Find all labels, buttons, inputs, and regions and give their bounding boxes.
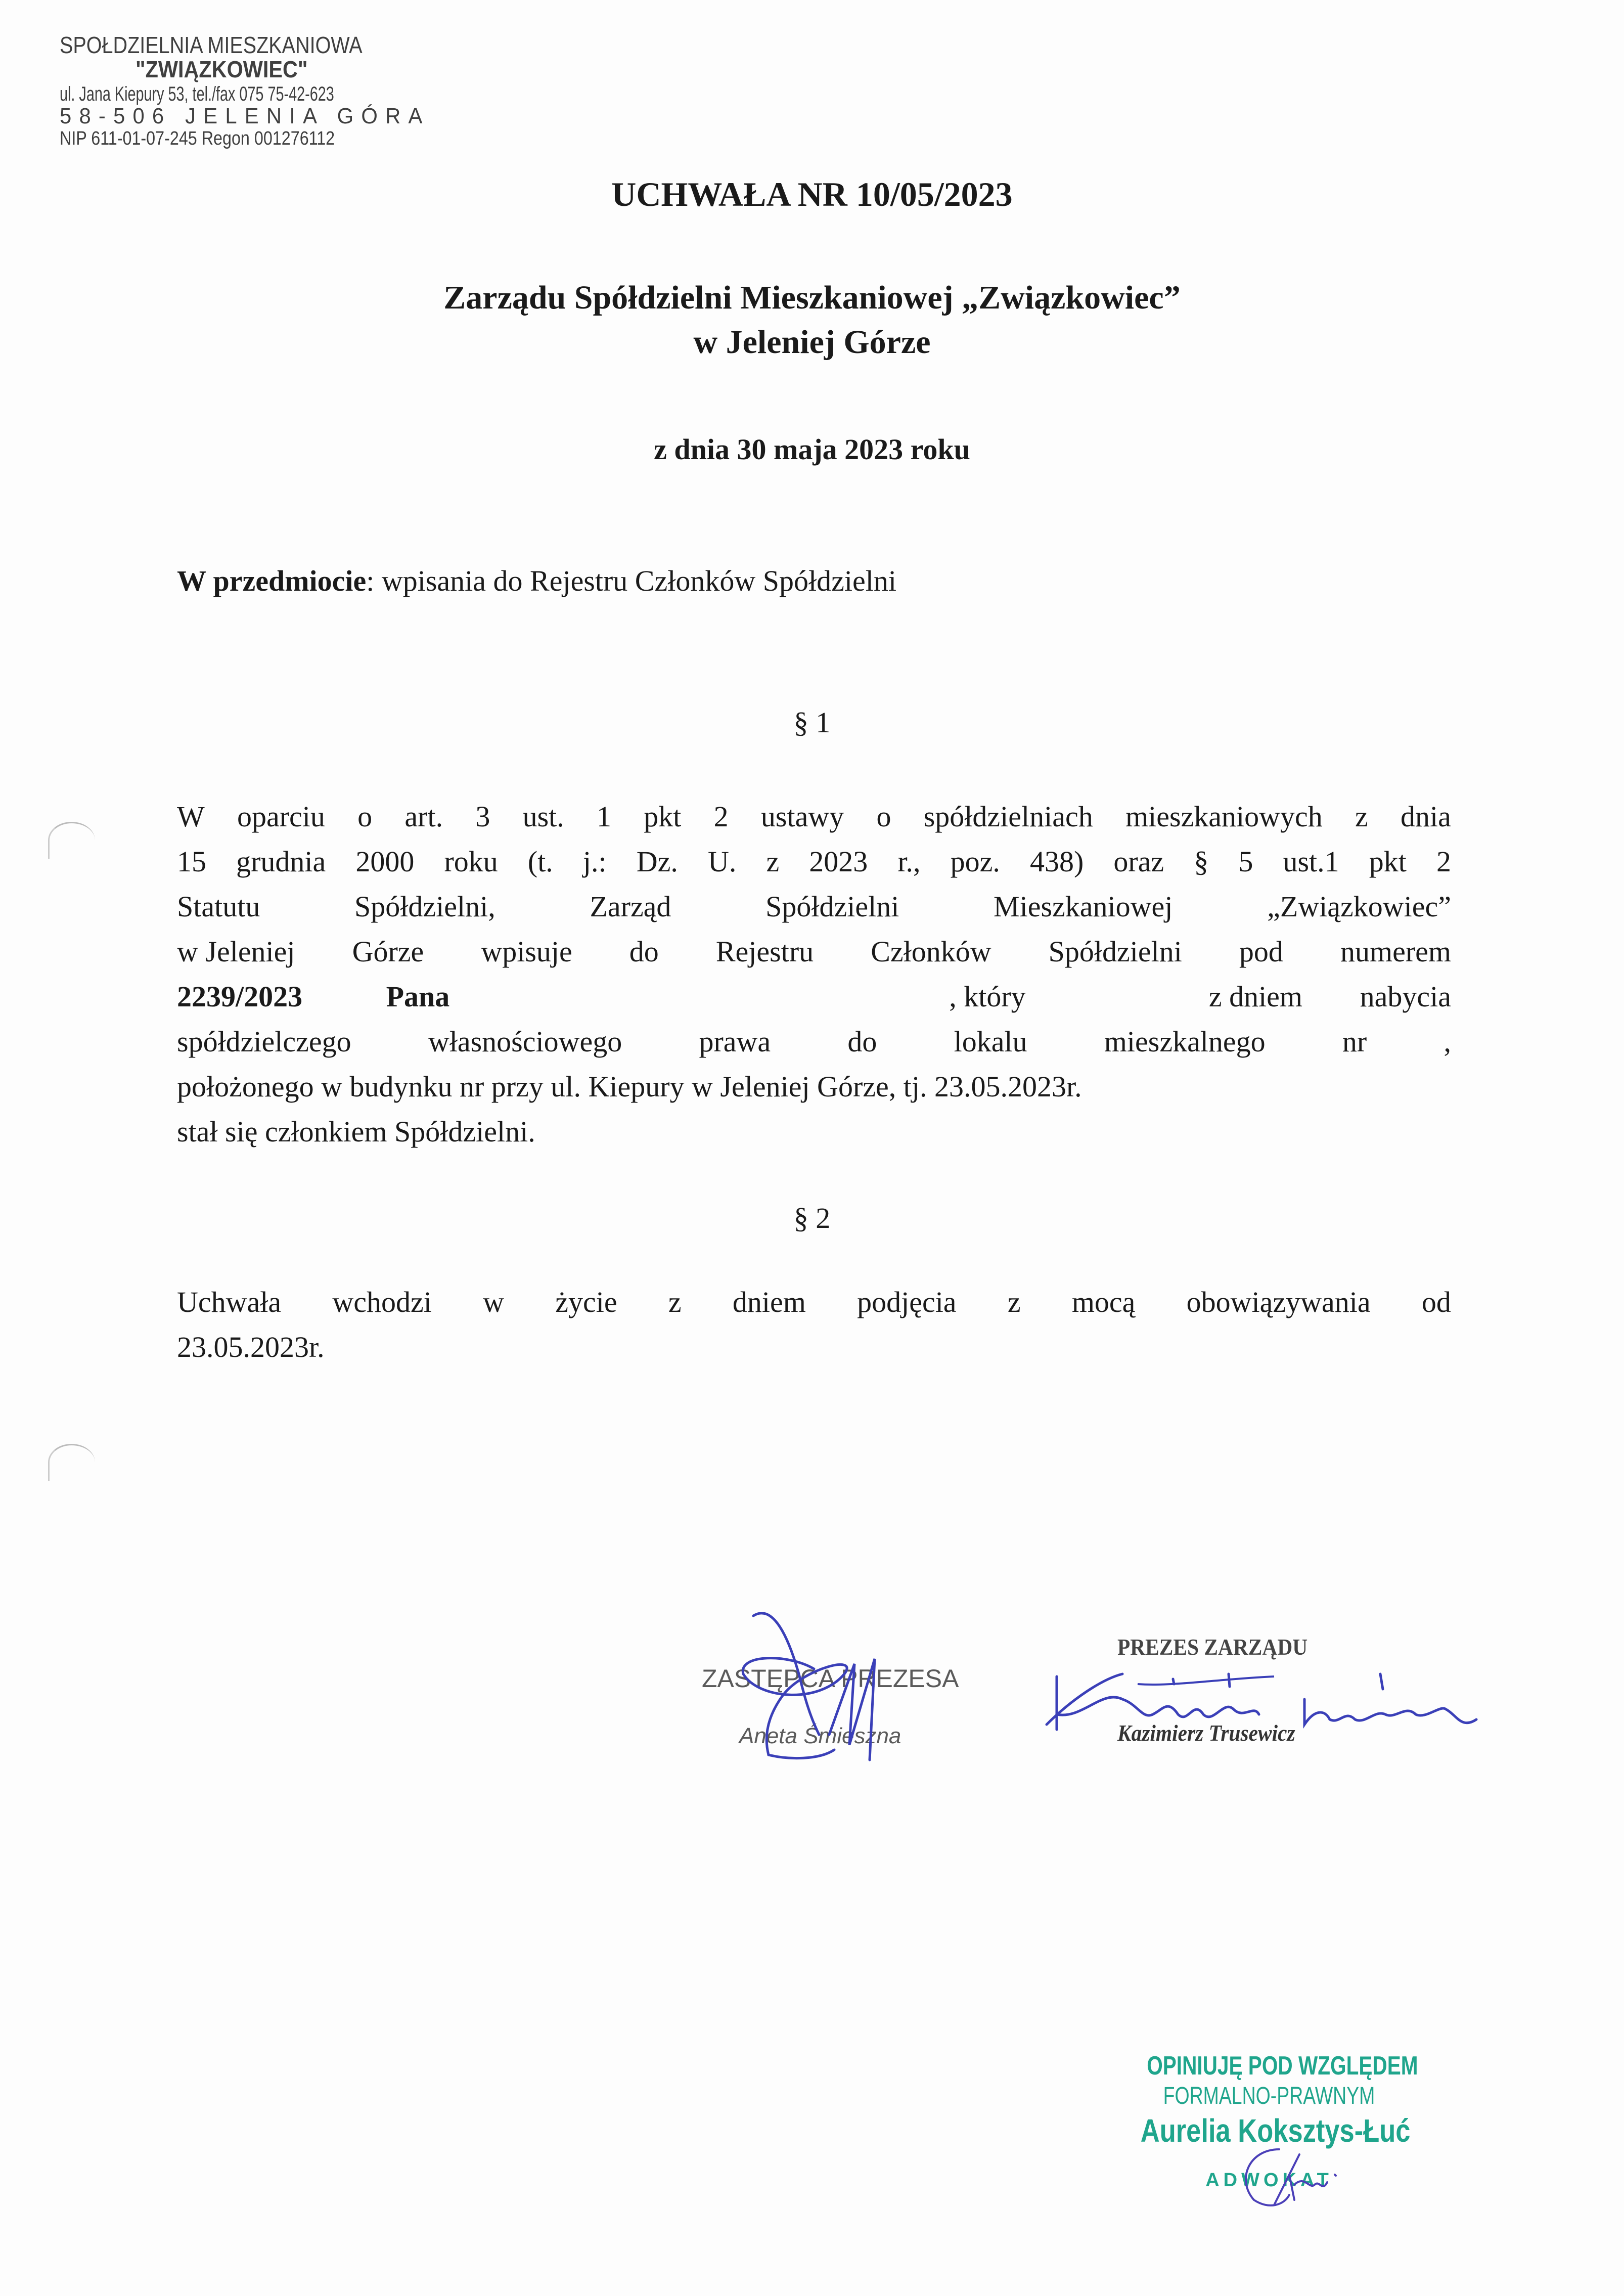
word: pkt <box>1369 845 1407 878</box>
company-stamp-name: "ZWIĄZKOWIEC" <box>136 56 308 82</box>
word: § <box>1194 845 1209 878</box>
section1-line <box>177 794 1451 839</box>
word: Mieszkaniowej <box>994 890 1173 923</box>
subject-line <box>177 564 896 598</box>
word: w Jeleniej <box>177 935 295 968</box>
deputy-title: ZASTĘPCA PREZESA <box>702 1664 959 1693</box>
lawyer-stamp-line2: FORMALNO-PRAWNYM <box>1163 2083 1375 2109</box>
word: mieszkalnego <box>1104 1025 1266 1058</box>
word: ustawy <box>760 800 844 833</box>
word: do <box>629 935 659 968</box>
word: z <box>766 845 780 878</box>
nabycia-text: nabycia <box>1360 980 1451 1013</box>
company-stamp-city: 58-506 JELENIA GÓRA <box>60 104 430 128</box>
word: Członków <box>871 935 991 968</box>
word: 438) <box>1029 845 1084 878</box>
word: podjęcia <box>857 1286 957 1318</box>
word: W <box>177 800 205 833</box>
word: Dz. <box>636 845 678 878</box>
deputy-signature <box>728 1608 910 1790</box>
section1-line <box>177 839 1451 884</box>
word: Górze <box>352 935 424 968</box>
word: lokalu <box>954 1025 1027 1058</box>
company-stamp <box>60 31 430 150</box>
section2-body <box>177 1279 1451 1370</box>
word: własnościowego <box>428 1025 622 1058</box>
word: Rejestru <box>715 935 814 968</box>
word: oparciu <box>237 800 325 833</box>
subtitle-line2: w Jeleniej Górze <box>693 324 931 361</box>
subject-text: : wpisania do Rejestru Członków Spółdzielni <box>366 564 896 597</box>
word: dniem <box>732 1286 806 1318</box>
section1-heading: § 1 <box>793 706 831 739</box>
word: spółdzielczego <box>177 1025 351 1058</box>
lawyer-stamp-name: Aurelia Koksztys-Łuć <box>1140 2112 1411 2149</box>
word: Spółdzielni <box>1048 935 1182 968</box>
word: , <box>1443 1025 1451 1058</box>
word: numerem <box>1340 935 1451 968</box>
word: Uchwała <box>177 1286 282 1318</box>
company-stamp-ids: NIP 611-01-07-245 Regon 001276112 <box>60 128 335 149</box>
word: prawa <box>699 1025 771 1058</box>
word: 2000 <box>355 845 415 878</box>
word: spółdzielniach <box>923 800 1093 833</box>
word: życie <box>555 1286 617 1318</box>
word: Statutu <box>177 890 260 923</box>
section1-line <box>177 884 1451 929</box>
word: Zarząd <box>590 890 671 923</box>
section1-line <box>177 1064 1451 1109</box>
word: 1 <box>597 800 612 833</box>
punch-hole-mark <box>48 1444 95 1481</box>
word: dnia <box>1401 800 1451 833</box>
ktory-text: , który <box>949 980 1026 1013</box>
word: 2023 <box>809 845 868 878</box>
president-title: PREZES ZARZĄDU <box>1117 1634 1308 1660</box>
word: do <box>847 1025 877 1058</box>
word: położonego w budynku nr przy ul. Kiepury w Jeleniej Górze, tj. 23.05.2023r. <box>177 1070 1082 1103</box>
word: ust.1 <box>1283 845 1339 878</box>
z-dniem-text: z dniem <box>1208 980 1303 1013</box>
word: ust. <box>522 800 564 833</box>
section1-line <box>177 1019 1451 1064</box>
word: U. <box>707 845 737 878</box>
word: w <box>483 1286 505 1318</box>
section1-line-registry <box>177 974 1451 1019</box>
word: obowiązywania <box>1186 1286 1371 1318</box>
word: art. <box>404 800 443 833</box>
word: r., <box>897 845 921 878</box>
word: wpisuje <box>481 935 572 968</box>
word: 2 <box>713 800 729 833</box>
punch-hole-mark <box>48 822 95 859</box>
word: oraz <box>1113 845 1164 878</box>
word: z <box>668 1286 682 1318</box>
word: pod <box>1239 935 1283 968</box>
pana-label: Pana <box>386 980 450 1013</box>
word: grudnia <box>236 845 326 878</box>
section1-line <box>177 929 1451 974</box>
section2-line <box>177 1279 1451 1324</box>
word: 5 <box>1238 845 1253 878</box>
word: o <box>357 800 373 833</box>
company-stamp-address: ul. Jana Kiepury 53, tel./fax 075 75-42-623 <box>60 83 334 105</box>
word: pkt <box>644 800 682 833</box>
word: 2 <box>1436 845 1451 878</box>
word: 3 <box>475 800 490 833</box>
word: „Związkowiec” <box>1267 890 1451 923</box>
word: z <box>1007 1286 1021 1318</box>
lawyer-stamp-title: ADWOKAT <box>1205 2170 1333 2191</box>
president-name: Kazimierz Trusewicz <box>1117 1720 1295 1746</box>
deputy-name: Aneta Śmieszna <box>739 1724 901 1748</box>
section2-heading: § 2 <box>793 1202 831 1234</box>
word: 15 <box>177 845 206 878</box>
president-signature <box>1042 1659 1572 1740</box>
word: Spółdzielni <box>765 890 899 923</box>
word: z <box>1355 800 1368 833</box>
word: (t. <box>527 845 553 878</box>
company-stamp-line1: SPOŁDZIELNIA MIESZKANIOWA <box>60 32 363 58</box>
effective-date: 23.05.2023r. <box>177 1331 325 1363</box>
word: roku <box>444 845 498 878</box>
resolution-title: UCHWAŁA NR 10/05/2023 <box>611 175 1013 213</box>
word: od <box>1421 1286 1451 1318</box>
word: mocą <box>1071 1286 1136 1318</box>
resolution-subtitle <box>0 276 1624 365</box>
word: j.: <box>582 845 607 878</box>
word: o <box>876 800 891 833</box>
resolution-date: z dnia 30 maja 2023 roku <box>654 433 970 466</box>
word: mieszkaniowych <box>1125 800 1323 833</box>
word: Spółdzielni, <box>354 890 495 923</box>
word: wchodzi <box>332 1286 432 1318</box>
subtitle-line1: Zarządu Spółdzielni Mieszkaniowej „Związkowiec” <box>443 279 1181 316</box>
section2-line <box>177 1324 1451 1370</box>
section1-body <box>177 794 1451 1154</box>
registry-number: 2239/2023 <box>177 980 303 1013</box>
word: stał się członkiem Spółdzielni. <box>177 1115 535 1148</box>
lawyer-stamp-line1: OPINIUJĘ POD WZGLĘDEM <box>1147 2051 1418 2081</box>
word: nr <box>1342 1025 1367 1058</box>
word: poz. <box>950 845 1000 878</box>
section1-line <box>177 1109 1451 1154</box>
lawyer-signature <box>1239 2144 1340 2215</box>
subject-label: W przedmiocie <box>177 564 367 597</box>
